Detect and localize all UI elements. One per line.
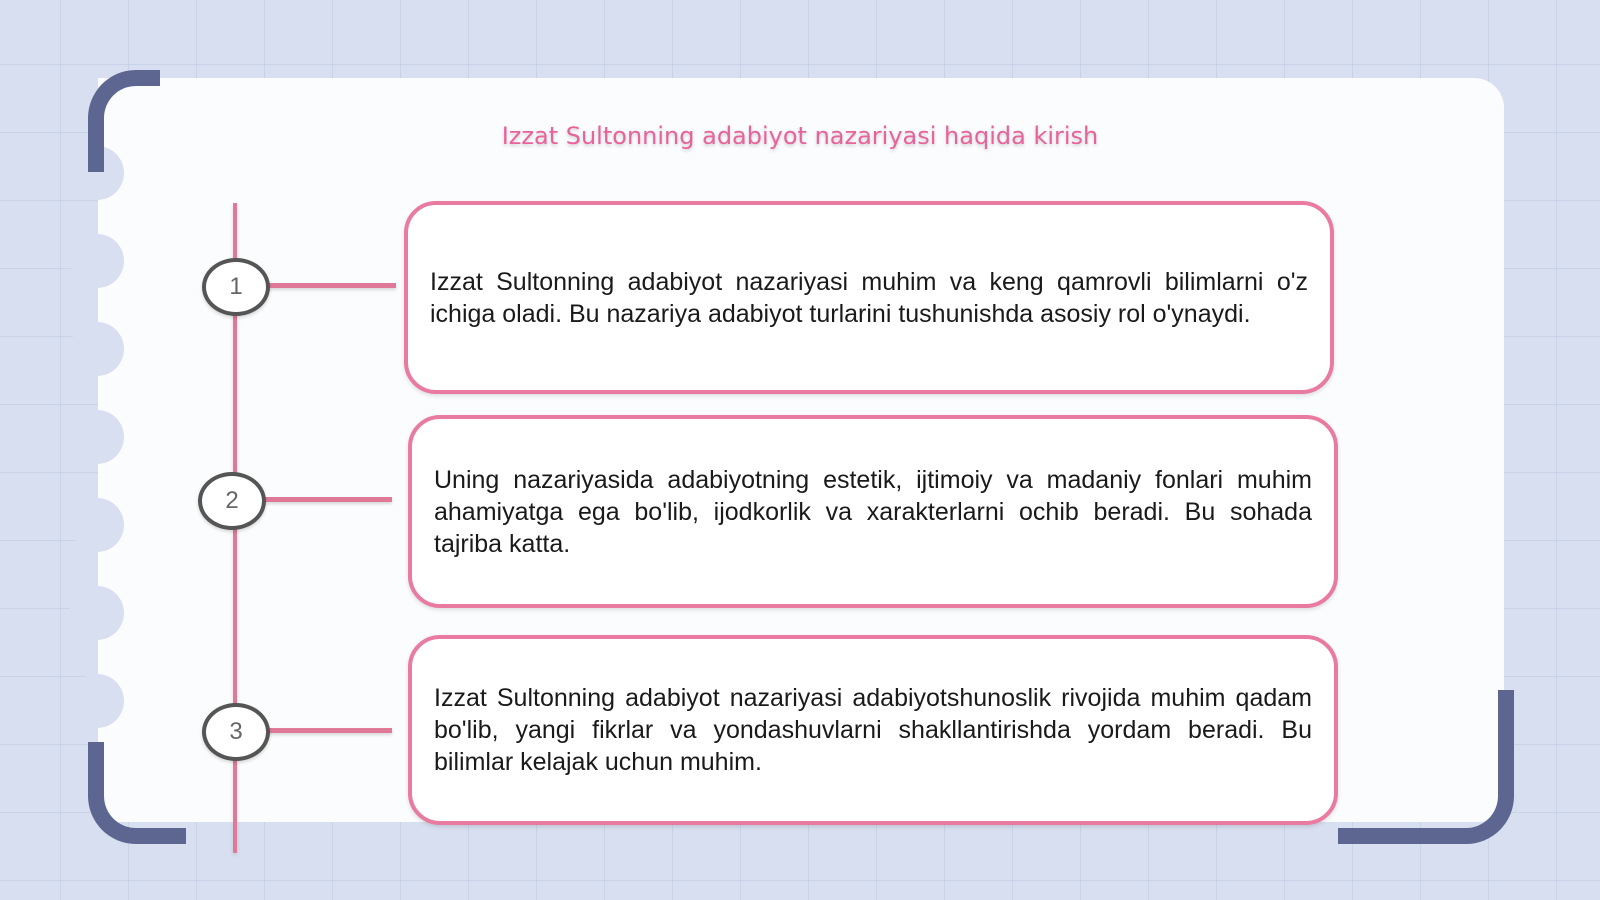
step-card xyxy=(408,415,1338,608)
step-card-text: Uning nazariyasida adabiyotning estetik, ijtimoiy va madaniy fonlari muhim ahamiyatga ega bo'lib, ijodkorlik va xarakterlarni ochib beradi. Bu sohada tajriba katta. xyxy=(434,465,1312,558)
timeline-connector xyxy=(262,497,392,502)
step-number-circle: 1 xyxy=(202,258,270,316)
step-card xyxy=(408,635,1338,825)
paper-scallop xyxy=(70,498,124,552)
paper-scallop xyxy=(70,586,124,640)
paper-scallop xyxy=(70,322,124,376)
paper-scallop xyxy=(70,674,124,728)
timeline-connector xyxy=(266,728,392,733)
step-card-text: Izzat Sultonning adabiyot nazariyasi adabiyotshunoslik rivojida muhim qadam bo'lib, yangi fikrlar va yondashuvlarni shakllantirishda yordam beradi. Bu bilimlar kelajak uchun muhim. xyxy=(434,684,1312,776)
paper-scallop xyxy=(70,410,124,464)
step-card-text: Izzat Sultonning adabiyot nazariyasi muhim va keng qamrovli bilimlarni o'z ichiga oladi. Bu nazariya adabiyot turlarini tushunishda asosiy rol o'ynaydi. xyxy=(430,267,1308,328)
step-number-circle: 2 xyxy=(198,472,266,530)
frame-corner-bottom-right xyxy=(1338,690,1514,844)
step-card xyxy=(404,201,1334,394)
step-number-circle: 3 xyxy=(202,703,270,761)
slide-title: Izzat Sultonning adabiyot nazariyasi haqida kirish xyxy=(501,122,1099,150)
timeline-connector xyxy=(266,283,396,288)
paper-scallop xyxy=(70,234,124,288)
frame-corner-bottom-left xyxy=(88,742,186,844)
